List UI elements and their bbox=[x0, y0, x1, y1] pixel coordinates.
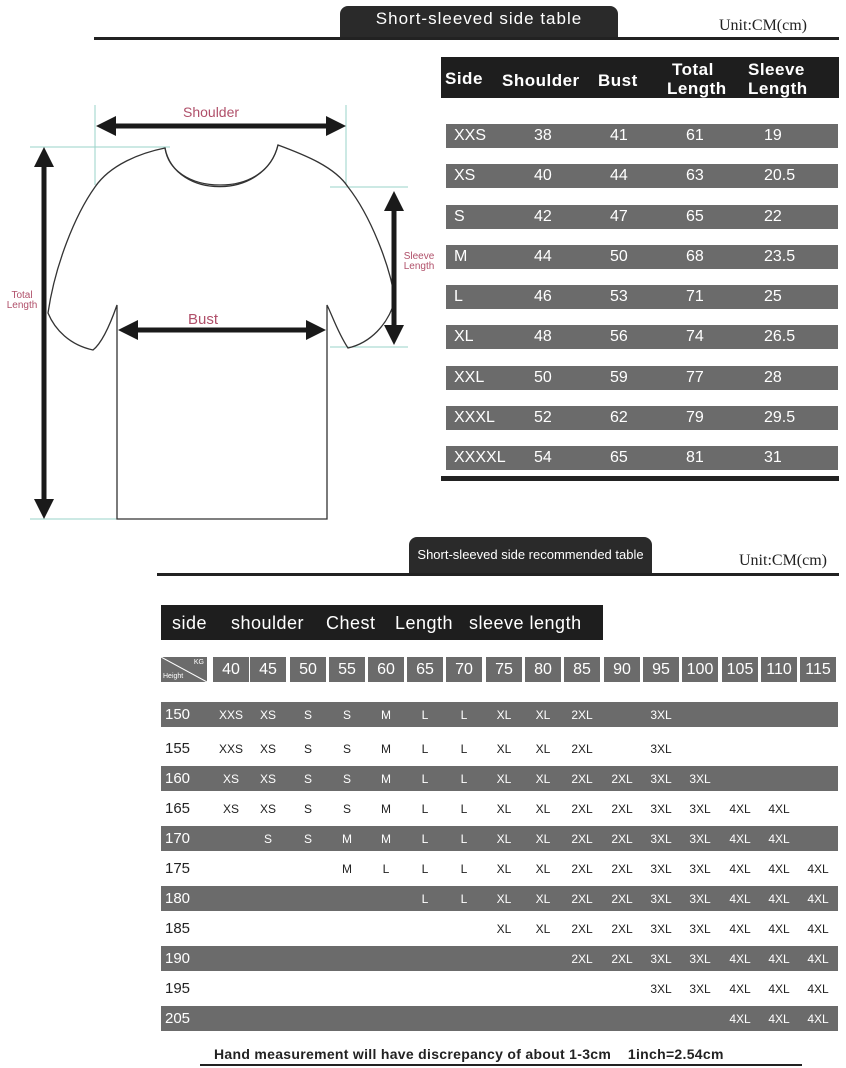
size-recommendation-cell: S bbox=[342, 802, 351, 816]
size-recommendation-cell: 2XL bbox=[611, 922, 633, 936]
size-recommendation-cell: 2XL bbox=[571, 952, 593, 966]
size-recommendation-cell: 3XL bbox=[650, 862, 672, 876]
size-cell-size: L bbox=[454, 288, 463, 305]
shoulder-label: Shoulder bbox=[183, 104, 240, 120]
header-shoulder: Shoulder bbox=[502, 71, 580, 90]
size-recommendation-cell: 4XL bbox=[729, 892, 751, 906]
size-recommendation-cell: 3XL bbox=[650, 952, 672, 966]
recommendation-row bbox=[161, 796, 838, 821]
size-cell-sleeve: 31 bbox=[764, 449, 782, 466]
size-recommendation-cell: L bbox=[460, 892, 468, 906]
size-recommendation-cell: XL bbox=[535, 708, 551, 722]
weight-cell: 40 bbox=[213, 657, 249, 682]
size-recommendation-cell: 2XL bbox=[611, 952, 633, 966]
size-recommendation-cell: M bbox=[381, 772, 391, 786]
recommendation-row bbox=[161, 736, 838, 761]
size-cell-length: 65 bbox=[686, 208, 704, 225]
weight-cell: 80 bbox=[525, 657, 561, 682]
size-recommendation-cell: XL bbox=[535, 922, 551, 936]
size-cell-size: XL bbox=[454, 328, 474, 345]
size-recommendation-cell: XL bbox=[535, 832, 551, 846]
size-recommendation-cell: 4XL bbox=[768, 802, 790, 816]
size-recommendation-cell: S bbox=[342, 742, 351, 756]
size-recommendation-cell: L bbox=[421, 862, 429, 876]
size-table-bottom-rule bbox=[441, 476, 839, 481]
header-bust: Bust bbox=[598, 71, 638, 90]
weight-cell: 70 bbox=[446, 657, 482, 682]
height-cell: 175 bbox=[165, 860, 191, 877]
weight-cell: 65 bbox=[407, 657, 443, 682]
recommended-table-header bbox=[161, 605, 603, 640]
size-recommendation-cell: 2XL bbox=[571, 772, 593, 786]
size-cell-shoulder: 40 bbox=[534, 167, 552, 184]
size-recommendation-cell: XL bbox=[535, 862, 551, 876]
height-cell: 160 bbox=[165, 770, 191, 787]
height-cell: 180 bbox=[165, 890, 191, 907]
height-cell: 170 bbox=[165, 830, 191, 847]
size-cell-bust: 50 bbox=[610, 248, 628, 265]
size-recommendation-cell: 4XL bbox=[807, 952, 829, 966]
size-recommendation-cell: 4XL bbox=[768, 892, 790, 906]
size-recommendation-cell: 4XL bbox=[807, 922, 829, 936]
size-recommendation-cell: XL bbox=[496, 802, 512, 816]
size-recommendation-cell: L bbox=[421, 708, 429, 722]
rec-header-length: Length bbox=[395, 613, 454, 633]
size-recommendation-cell: XS bbox=[259, 802, 276, 816]
size-recommendation-cell: 4XL bbox=[807, 1012, 829, 1026]
size-row bbox=[446, 124, 838, 148]
size-cell-size: XS bbox=[454, 167, 476, 184]
size-recommendation-cell: XS bbox=[259, 772, 276, 786]
weight-cell: 100 bbox=[682, 657, 718, 682]
rec-header-side: side bbox=[172, 613, 208, 633]
size-cell-size: XXXXL bbox=[454, 449, 506, 466]
header-total-2: Length bbox=[667, 79, 727, 98]
recommendation-row bbox=[161, 702, 838, 727]
size-row bbox=[446, 285, 838, 309]
header-side: Side bbox=[445, 69, 483, 88]
bust-label: Bust bbox=[188, 311, 219, 328]
size-row bbox=[446, 446, 838, 470]
size-cell-size: XXL bbox=[454, 369, 485, 386]
size-recommendation-cell: XS bbox=[259, 742, 276, 756]
size-recommendation-cell: 4XL bbox=[807, 892, 829, 906]
size-cell-shoulder: 38 bbox=[534, 127, 552, 144]
size-recommendation-cell: 4XL bbox=[768, 862, 790, 876]
size-recommendation-cell: 3XL bbox=[689, 862, 711, 876]
size-recommendation-cell: 4XL bbox=[729, 922, 751, 936]
size-row bbox=[446, 164, 838, 188]
size-cell-size: XXS bbox=[454, 127, 487, 144]
section1-rule bbox=[94, 37, 839, 40]
size-cell-length: 81 bbox=[686, 449, 704, 466]
size-recommendation-cell: 3XL bbox=[650, 772, 672, 786]
height-weight-corner bbox=[161, 657, 207, 682]
size-recommendation-cell: M bbox=[381, 802, 391, 816]
size-recommendation-cell: 4XL bbox=[768, 1012, 790, 1026]
size-recommendation-cell: S bbox=[342, 708, 351, 722]
recommendation-row bbox=[161, 856, 838, 881]
size-recommendation-cell: XL bbox=[496, 742, 512, 756]
size-cell-length: 77 bbox=[686, 369, 704, 386]
size-recommendation-cell: XL bbox=[535, 742, 551, 756]
size-cell-bust: 44 bbox=[610, 167, 628, 184]
size-recommendation-cell: L bbox=[421, 802, 429, 816]
size-recommendation-cell: 3XL bbox=[689, 952, 711, 966]
size-recommendation-cell: 3XL bbox=[650, 802, 672, 816]
size-recommendation-cell: 4XL bbox=[807, 982, 829, 996]
size-cell-length: 61 bbox=[686, 127, 704, 144]
size-cell-shoulder: 50 bbox=[534, 369, 552, 386]
weight-cell: 60 bbox=[368, 657, 404, 682]
size-recommendation-cell: XL bbox=[496, 922, 512, 936]
size-recommendation-cell: 3XL bbox=[689, 802, 711, 816]
size-recommendation-cell: L bbox=[460, 742, 468, 756]
size-cell-sleeve: 25 bbox=[764, 288, 782, 305]
size-recommendation-cell: S bbox=[342, 772, 351, 786]
size-cell-shoulder: 54 bbox=[534, 449, 552, 466]
size-recommendation-cell: XL bbox=[535, 892, 551, 906]
size-recommendation-cell: 3XL bbox=[689, 772, 711, 786]
size-recommendation-cell: 4XL bbox=[768, 832, 790, 846]
size-recommendation-cell: XL bbox=[496, 772, 512, 786]
header-sleeve-2: Length bbox=[748, 79, 808, 98]
size-cell-bust: 65 bbox=[610, 449, 628, 466]
size-cell-shoulder: 48 bbox=[534, 328, 552, 345]
size-recommendation-cell: 2XL bbox=[571, 742, 593, 756]
rec-header-chest: Chest bbox=[326, 613, 376, 633]
recommendation-row bbox=[161, 886, 838, 911]
size-recommendation-cell: L bbox=[460, 772, 468, 786]
size-recommendation-cell: XL bbox=[496, 832, 512, 846]
size-recommendation-cell: 3XL bbox=[650, 922, 672, 936]
sleeve-length-label: Sleeve Length bbox=[403, 251, 435, 272]
size-recommendation-cell: XXS bbox=[218, 708, 243, 722]
size-table-header bbox=[441, 57, 839, 98]
recommendation-row bbox=[161, 916, 838, 941]
size-recommendation-cell: L bbox=[421, 772, 429, 786]
size-recommendation-cell: 2XL bbox=[571, 892, 593, 906]
size-recommendation-cell: 4XL bbox=[768, 922, 790, 936]
size-cell-bust: 53 bbox=[610, 288, 628, 305]
size-recommendation-cell: XS bbox=[259, 708, 276, 722]
size-cell-sleeve: 19 bbox=[764, 127, 782, 144]
guide-lines bbox=[30, 105, 408, 519]
size-recommendation-cell: 2XL bbox=[611, 832, 633, 846]
size-cell-size: M bbox=[454, 248, 468, 265]
size-recommendation-cell: 3XL bbox=[689, 922, 711, 936]
size-row bbox=[446, 406, 838, 430]
size-cell-bust: 59 bbox=[610, 369, 628, 386]
size-recommendation-cell: L bbox=[421, 742, 429, 756]
size-recommendation-cell: 3XL bbox=[689, 832, 711, 846]
weight-cell: 95 bbox=[643, 657, 679, 682]
size-recommendation-cell: 2XL bbox=[611, 772, 633, 786]
size-recommendation-cell: M bbox=[342, 862, 352, 876]
size-cell-shoulder: 44 bbox=[534, 248, 552, 265]
size-cell-size: S bbox=[454, 208, 465, 225]
size-table-title: Short-sleeved side table bbox=[340, 6, 618, 38]
size-cell-shoulder: 42 bbox=[534, 208, 552, 225]
size-recommendation-cell: M bbox=[381, 708, 391, 722]
size-cell-shoulder: 46 bbox=[534, 288, 552, 305]
size-row bbox=[446, 325, 838, 349]
size-cell-sleeve: 22 bbox=[764, 208, 782, 225]
recommendation-row bbox=[161, 946, 838, 971]
height-cell: 190 bbox=[165, 950, 191, 967]
corner-kg: KG bbox=[193, 659, 204, 666]
size-recommendation-cell: 4XL bbox=[729, 862, 751, 876]
size-recommendation-cell: XS bbox=[222, 772, 239, 786]
weight-cell: 55 bbox=[329, 657, 365, 682]
size-cell-length: 71 bbox=[686, 288, 704, 305]
size-recommendation-cell: 2XL bbox=[611, 802, 633, 816]
size-recommendation-cell: 2XL bbox=[611, 862, 633, 876]
size-recommendation-cell: L bbox=[460, 708, 468, 722]
size-cell-length: 68 bbox=[686, 248, 704, 265]
recommendation-row bbox=[161, 766, 838, 791]
size-recommendation-cell: 4XL bbox=[729, 1012, 751, 1026]
size-cell-shoulder: 52 bbox=[534, 409, 552, 426]
rec-header-sleeve: sleeve length bbox=[469, 613, 582, 633]
size-recommendation-cell: S bbox=[303, 772, 312, 786]
size-recommendation-cell: L bbox=[421, 832, 429, 846]
weight-cell: 105 bbox=[722, 657, 758, 682]
size-recommendation-cell: 2XL bbox=[571, 832, 593, 846]
size-recommendation-cell: 3XL bbox=[650, 832, 672, 846]
size-recommendation-cell: S bbox=[303, 742, 312, 756]
height-cell: 195 bbox=[165, 980, 191, 997]
section2-unit: Unit:CM(cm) bbox=[739, 552, 827, 569]
size-row bbox=[446, 366, 838, 390]
size-recommendation-cell: XL bbox=[496, 862, 512, 876]
size-recommendation-cell: L bbox=[382, 862, 390, 876]
weight-cell: 75 bbox=[486, 657, 522, 682]
rec-header-shoulder: shoulder bbox=[231, 613, 305, 633]
total-length-label: Total Length bbox=[6, 290, 38, 311]
size-recommendation-cell: 4XL bbox=[768, 982, 790, 996]
size-recommendation-cell: XS bbox=[222, 802, 239, 816]
size-recommendation-cell: L bbox=[460, 862, 468, 876]
size-recommendation-cell: 3XL bbox=[650, 742, 672, 756]
size-recommendation-cell: L bbox=[421, 892, 429, 906]
size-recommendation-cell: 2XL bbox=[611, 892, 633, 906]
size-cell-bust: 56 bbox=[610, 328, 628, 345]
height-cell: 205 bbox=[165, 1010, 191, 1027]
size-recommendation-cell: S bbox=[303, 802, 312, 816]
size-cell-sleeve: 28 bbox=[764, 369, 782, 386]
size-recommendation-cell: L bbox=[460, 802, 468, 816]
recommendation-row bbox=[161, 976, 838, 1001]
height-cell: 155 bbox=[165, 740, 191, 757]
size-recommendation-cell: XL bbox=[496, 892, 512, 906]
size-row bbox=[446, 205, 838, 229]
footnote: Hand measurement will have discrepancy of about 1-3cm 1inch=2.54cm bbox=[214, 1046, 724, 1062]
size-cell-length: 74 bbox=[686, 328, 704, 345]
height-cell: 150 bbox=[165, 706, 191, 723]
recommendation-row bbox=[161, 1006, 838, 1031]
size-recommendation-cell: 3XL bbox=[689, 892, 711, 906]
height-cell: 185 bbox=[165, 920, 191, 937]
height-cell: 165 bbox=[165, 800, 191, 817]
weight-cell: 85 bbox=[564, 657, 600, 682]
header-total-1: Total bbox=[672, 60, 714, 79]
size-recommendation-cell: 4XL bbox=[729, 952, 751, 966]
recommendation-row bbox=[161, 826, 838, 851]
size-recommendation-cell: 4XL bbox=[729, 802, 751, 816]
size-cell-size: XXXL bbox=[454, 409, 495, 426]
section2-rule bbox=[157, 573, 839, 576]
corner-height: Height bbox=[163, 673, 184, 680]
size-recommendation-cell: M bbox=[342, 832, 352, 846]
size-cell-sleeve: 23.5 bbox=[764, 248, 796, 265]
size-cell-sleeve: 29.5 bbox=[764, 409, 796, 426]
size-recommendation-cell: XL bbox=[535, 802, 551, 816]
size-recommendation-cell: 2XL bbox=[571, 802, 593, 816]
header-sleeve-1: Sleeve bbox=[748, 60, 805, 79]
size-recommendation-cell: S bbox=[263, 832, 272, 846]
weight-cell: 50 bbox=[290, 657, 326, 682]
size-recommendation-cell: 2XL bbox=[571, 862, 593, 876]
size-recommendation-cell: XL bbox=[535, 772, 551, 786]
size-cell-sleeve: 20.5 bbox=[764, 167, 796, 184]
size-recommendation-cell: XL bbox=[496, 708, 512, 722]
size-row bbox=[446, 245, 838, 269]
footnote-rule bbox=[200, 1064, 802, 1066]
tshirt-diagram bbox=[0, 95, 440, 535]
weight-cell: 45 bbox=[250, 657, 286, 682]
size-recommendation-cell: 4XL bbox=[729, 832, 751, 846]
size-recommendation-cell: XXS bbox=[218, 742, 243, 756]
recommended-table-title: Short-sleeved side recommended table bbox=[409, 537, 652, 574]
weight-cell: 90 bbox=[604, 657, 640, 682]
size-recommendation-cell: 4XL bbox=[729, 982, 751, 996]
weight-cell: 115 bbox=[800, 657, 836, 682]
size-recommendation-cell: 3XL bbox=[650, 982, 672, 996]
size-recommendation-cell: 3XL bbox=[689, 982, 711, 996]
size-recommendation-cell: S bbox=[303, 832, 312, 846]
size-recommendation-cell: 4XL bbox=[807, 862, 829, 876]
size-recommendation-cell: 3XL bbox=[650, 708, 672, 722]
size-recommendation-cell: L bbox=[460, 832, 468, 846]
size-recommendation-cell: M bbox=[381, 832, 391, 846]
size-cell-length: 79 bbox=[686, 409, 704, 426]
weight-cell: 110 bbox=[761, 657, 797, 682]
size-recommendation-cell: 4XL bbox=[768, 952, 790, 966]
size-recommendation-cell: 2XL bbox=[571, 922, 593, 936]
size-cell-bust: 41 bbox=[610, 127, 628, 144]
size-cell-length: 63 bbox=[686, 167, 704, 184]
size-cell-bust: 47 bbox=[610, 208, 628, 225]
size-recommendation-cell: S bbox=[303, 708, 312, 722]
section1-unit: Unit:CM(cm) bbox=[719, 17, 807, 34]
size-cell-bust: 62 bbox=[610, 409, 628, 426]
size-recommendation-cell: M bbox=[381, 742, 391, 756]
size-recommendation-cell: 3XL bbox=[650, 892, 672, 906]
size-cell-sleeve: 26.5 bbox=[764, 328, 796, 345]
size-recommendation-cell: 2XL bbox=[571, 708, 593, 722]
